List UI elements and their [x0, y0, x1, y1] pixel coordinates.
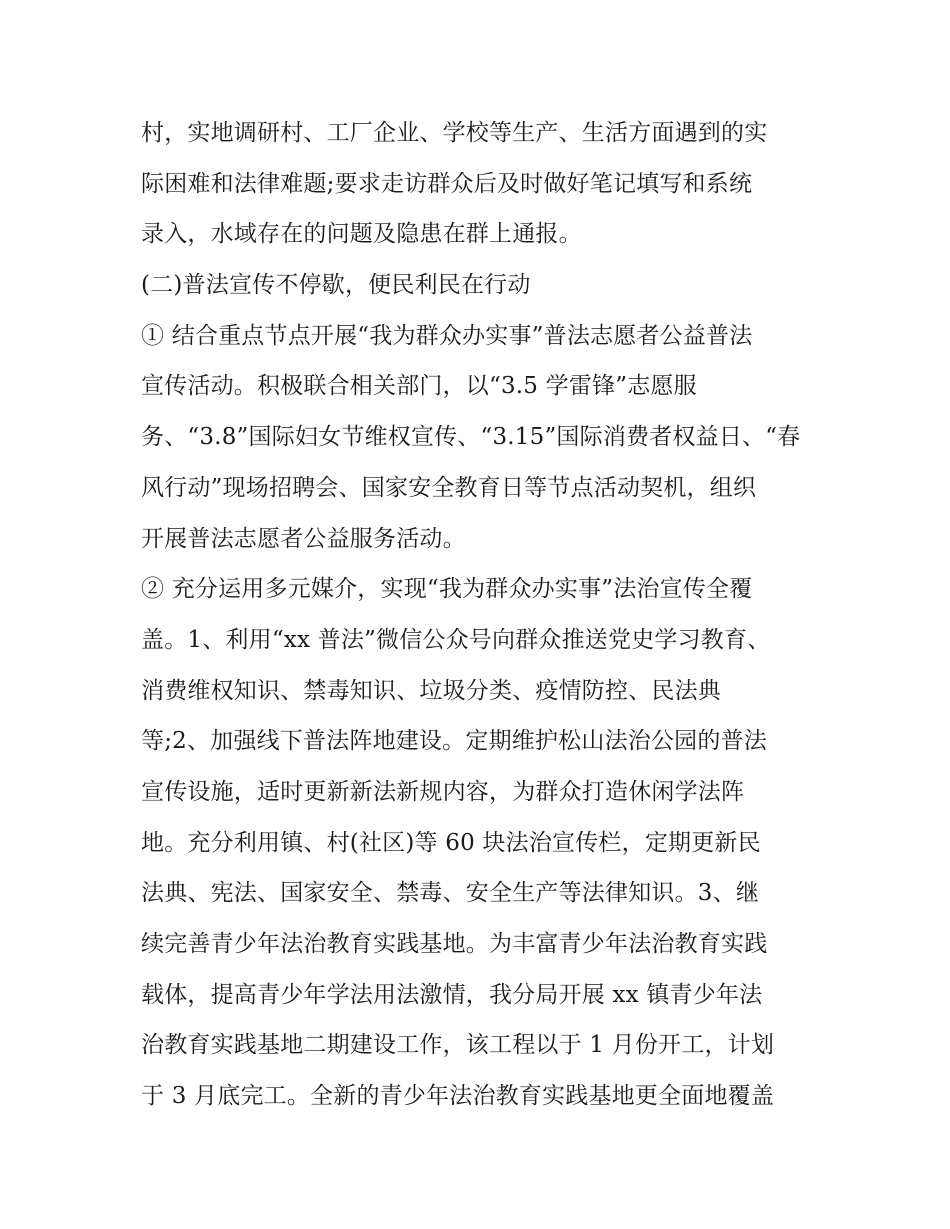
text-line: 开展普法志愿者公益服务活动。	[141, 525, 466, 552]
text-line: 录入，水域存在的问题及隐患在群上通报。	[141, 221, 582, 248]
text-line: 载体，提高青少年学法用法激情，我分局开展 xx 镇青少年法	[141, 981, 763, 1008]
text-line: 盖。1、利用“xx 普法”微信公众号向群众推送党史学习教育、	[141, 626, 771, 653]
text-line: 村，实地调研村、工厂企业、学校等生产、生活方面遇到的实	[141, 120, 768, 146]
section-heading: (二)普法宣传不停歇，便民利民在行动	[141, 272, 531, 299]
text-line: 际困难和法律难题;要求走访群众后及时做好笔记填写和系统	[141, 170, 753, 197]
text-line: ② 充分运用多元媒介，实现“我为群众办实事”法治宣传全覆	[141, 576, 753, 603]
text-line: ① 结合重点节点开展“我为群众办实事”普法志愿者公益普法	[141, 322, 753, 349]
text-line: 宣传活动。积极联合相关部门，以“3.5 学雷锋”志愿服	[141, 373, 697, 400]
text-line: 务、“3.8”国际妇女节维权宣传、“3.15”国际消费者权益日、“春	[141, 424, 801, 451]
text-line: 法典、宪法、国家安全、禁毒、安全生产等法律知识。3、继	[141, 880, 760, 907]
text-line: 地。充分利用镇、村(社区)等 60 块法治宣传栏，定期更新民	[141, 829, 761, 856]
body-text	[141, 108, 821, 1122]
text-line: 宣传设施，适时更新新法新规内容，为群众打造休闲学法阵	[141, 778, 745, 805]
text-line: 等;2、加强线下普法阵地建设。定期维护松山法治公园的普法	[141, 728, 767, 755]
text-line: 治教育实践基地二期建设工作，该工程以于 1 月份开工，计划	[141, 1032, 775, 1059]
text-line: 风行动”现场招聘会、国家安全教育日等节点活动契机，组织	[141, 474, 757, 501]
text-line: 续完善青少年法治教育实践基地。为丰富青少年法治教育实践	[141, 931, 768, 957]
text-line: 于 3 月底完工。全新的青少年法治教育实践基地更全面地覆盖	[141, 1083, 775, 1110]
text-line: 消费维权知识、禁毒知识、垃圾分类、疫情防控、民法典	[141, 677, 721, 704]
